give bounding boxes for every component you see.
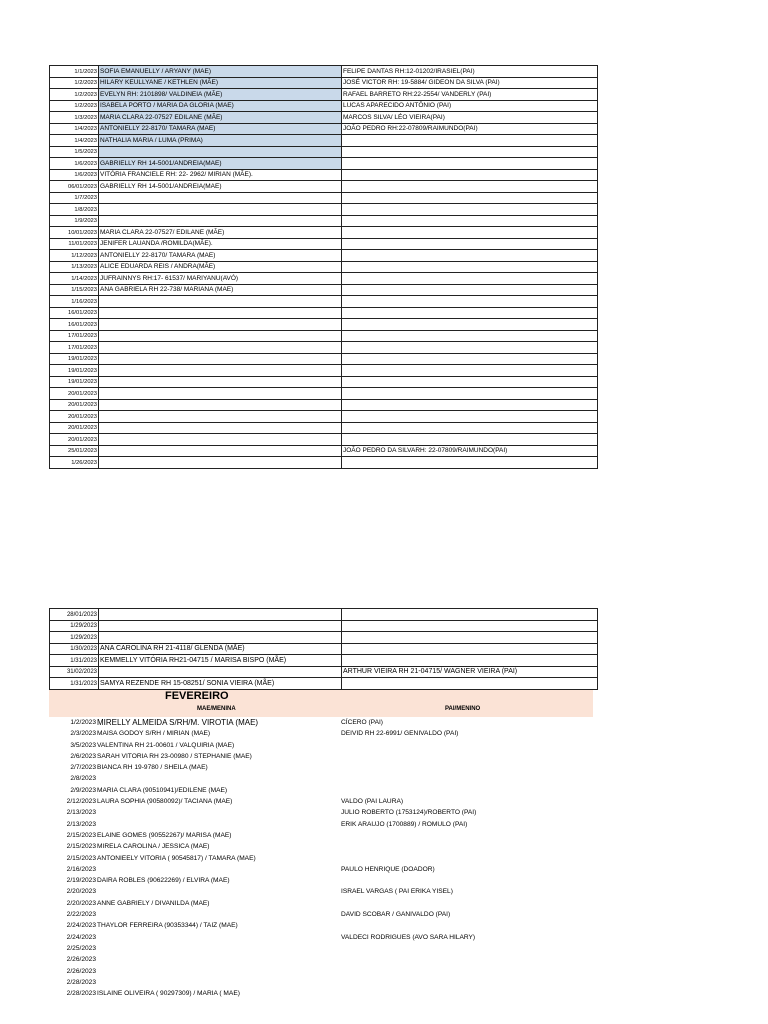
table-row (50, 388, 598, 400)
date-cell: 20/01/2023 (50, 422, 99, 434)
table-row (50, 376, 598, 388)
list-item (0, 864, 768, 875)
mae-text: ISLAINE OLIVEIRA ( 90297309) / MARIA ( MAE) (97, 990, 240, 998)
table-row (50, 66, 598, 78)
pai-text: PAULO HENRIQUE (DOADOR) (341, 865, 435, 873)
pai-cell: FELIPE DANTAS RH:12-01202/IRASIEL(PAI) (342, 66, 598, 78)
pai-cell (342, 169, 598, 181)
table-row (50, 411, 598, 423)
table-row (50, 330, 598, 342)
date-cell: 17/01/2023 (50, 342, 99, 354)
table-row (50, 434, 598, 446)
list-item (0, 773, 768, 784)
list-item (0, 853, 768, 864)
list-item (0, 943, 768, 954)
list-item (0, 966, 768, 977)
date-cell: 20/01/2023 (50, 434, 99, 446)
pai-cell (342, 655, 598, 667)
date-cell: 1/3/2023 (50, 112, 99, 124)
list-item (0, 807, 768, 818)
date-cell: 1/13/2023 (50, 261, 99, 273)
mae-cell: ISABELA PORTO / MARIA DA GLORIA (MAE) (99, 100, 342, 112)
pai-cell (342, 365, 598, 377)
mae-cell (99, 457, 342, 469)
table-row (50, 215, 598, 227)
table-row (50, 89, 598, 101)
date-text: 2/25/2023 (66, 944, 96, 952)
pai-cell (342, 388, 598, 400)
date-text: 2/15/2023 (66, 843, 96, 851)
list-item (0, 875, 768, 886)
late-january-table (49, 608, 598, 690)
date-text: 2/19/2023 (66, 877, 96, 885)
mae-text: BIANCA RH 19-9780 / SHEILA (MAE) (97, 764, 208, 772)
table-row (50, 273, 598, 285)
pai-cell: JOÃO PEDRO DA SILVARH: 22-07809/RAIMUNDO(PAI) (342, 445, 598, 457)
pai-text: DAVID SCOBAR / GANIVALDO (PAI) (341, 911, 451, 919)
february-header-band (49, 690, 593, 717)
date-text: 2/22/2023 (66, 911, 96, 919)
list-item (0, 886, 768, 897)
date-cell: 1/29/2023 (50, 632, 99, 644)
mae-cell (99, 365, 342, 377)
mae-cell (99, 388, 342, 400)
date-text: 2/8/2023 (70, 775, 96, 783)
table-row (50, 284, 598, 296)
column-header-mae: MAE/MENINA (197, 706, 236, 712)
mae-cell (99, 620, 342, 632)
table-row (50, 399, 598, 411)
list-item (0, 740, 768, 751)
list-item (0, 988, 768, 999)
mae-cell (99, 342, 342, 354)
date-cell: 1/5/2023 (50, 146, 99, 158)
list-item (0, 819, 768, 830)
mae-cell (99, 319, 342, 331)
pai-text: ERIK ARAUJO (1700889) / ROMULO (PAI) (341, 820, 468, 828)
mae-cell (99, 632, 342, 644)
date-text: 2/26/2023 (66, 967, 96, 975)
table-row (50, 353, 598, 365)
table-row (50, 365, 598, 377)
mae-cell: JUFRAINNYS RH:17- 61537/ MARIYANU(AVÓ) (99, 273, 342, 285)
mae-text: THAYLOR FERREIRA (90353344) / TAIZ (MAE) (97, 922, 238, 930)
mae-text: LAURA SOPHIA (90580092)/ TACIANA (MAE) (97, 798, 233, 806)
date-text: 2/6/2023 (70, 752, 96, 760)
list-item (0, 841, 768, 852)
mae-cell: GABRIELLY RH 14-5001/ANDREIA(MAE) (99, 181, 342, 193)
table-row (50, 632, 598, 644)
pai-cell (342, 422, 598, 434)
pai-cell: LUCAS APARECIDO ANTÔNIO (PAI) (342, 100, 598, 112)
list-item (0, 954, 768, 965)
pai-cell (342, 204, 598, 216)
pai-cell (342, 411, 598, 423)
table-row (50, 135, 598, 147)
mae-cell: ANA CAROLINA RH 21-4118/ GLENDA (MÃE) (99, 643, 342, 655)
date-cell: 1/16/2023 (50, 296, 99, 308)
list-item (0, 762, 768, 773)
table-row (50, 319, 598, 331)
pai-cell (342, 238, 598, 250)
date-text: 2/20/2023 (66, 888, 96, 896)
mae-cell: SOFIA EMANUELLY / ARYANY (MAE) (99, 66, 342, 78)
date-cell: 1/30/2023 (50, 643, 99, 655)
date-text: 2/15/2023 (66, 854, 96, 862)
date-text: 1/2/2023 (70, 719, 96, 726)
date-cell: 1/26/2023 (50, 457, 99, 469)
list-item (0, 920, 768, 931)
mae-cell (99, 296, 342, 308)
mae-cell: MARIA CLARA 22-07527 EDILANE (MÃE) (99, 112, 342, 124)
pai-cell (342, 457, 598, 469)
table-row (50, 146, 598, 158)
pai-cell (342, 261, 598, 273)
mae-cell: KEMMELLY VITÓRIA RH21-04715 / MARISA BISPO (MÃE) (99, 655, 342, 667)
pai-cell (342, 250, 598, 262)
pai-cell (342, 296, 598, 308)
mae-cell: ANTONIELLY 22-8170/ TAMARA (MAE) (99, 250, 342, 262)
list-item (0, 932, 768, 943)
mae-cell: VITÓRIA FRANCIELE RH: 22- 2962/ MIRIAN (MÃE). (99, 169, 342, 181)
table-row (50, 192, 598, 204)
table-row (50, 158, 598, 170)
date-text: 2/24/2023 (66, 933, 96, 941)
table-row (50, 112, 598, 124)
january-table (49, 65, 598, 469)
table-row (50, 227, 598, 239)
pai-text: JULIO ROBERTO (1753124)/ROBERTO (PAI) (341, 809, 477, 817)
date-cell: 1/31/2023 (50, 678, 99, 690)
date-cell: 1/6/2023 (50, 158, 99, 170)
mae-cell (99, 399, 342, 411)
table-row (50, 457, 598, 469)
date-cell: 1/29/2023 (50, 620, 99, 632)
pai-cell (342, 678, 598, 690)
date-cell: 1/2/2023 (50, 77, 99, 89)
mae-text: ANTONIEELY VITORIA ( 90545817) / TAMARA (MAE) (97, 854, 256, 862)
mae-cell (99, 445, 342, 457)
mae-cell: ANTONIELLY 22-8170/ TAMARA (MAE) (99, 123, 342, 135)
date-cell: 1/14/2023 (50, 273, 99, 285)
date-cell: 10/01/2023 (50, 227, 99, 239)
list-item (0, 830, 768, 841)
february-list (0, 717, 768, 999)
mae-text: ELAINE GOMES (90552267)/ MARISA (MAE) (97, 831, 232, 839)
pai-cell (342, 434, 598, 446)
pai-cell (342, 353, 598, 365)
table-row (50, 655, 598, 667)
pai-cell (342, 399, 598, 411)
date-cell: 20/01/2023 (50, 399, 99, 411)
pai-cell (342, 158, 598, 170)
date-cell: 1/4/2023 (50, 123, 99, 135)
table-row (50, 77, 598, 89)
pai-cell (342, 146, 598, 158)
table-row (50, 100, 598, 112)
mae-cell: EVELYN RH: 2101898/ VALDINEIA (MÃE) (99, 89, 342, 101)
mae-cell (99, 434, 342, 446)
date-text: 2/26/2023 (66, 956, 96, 964)
date-cell: 19/01/2023 (50, 353, 99, 365)
mae-cell: ANA GABRIELA RH 22-738/ MARIANA (MAE) (99, 284, 342, 296)
mae-cell (99, 353, 342, 365)
date-text: 2/24/2023 (66, 922, 96, 930)
date-cell: 19/01/2023 (50, 376, 99, 388)
mae-cell (99, 192, 342, 204)
table-row (50, 123, 598, 135)
date-cell: 1/31/2023 (50, 655, 99, 667)
date-text: 2/13/2023 (66, 820, 96, 828)
date-cell: 1/9/2023 (50, 215, 99, 227)
column-header-pai: PAI/MENINO (445, 706, 481, 712)
date-text: 2/7/2023 (70, 764, 96, 772)
table-row (50, 250, 598, 262)
date-cell: 31/02/2023 (50, 666, 99, 678)
mae-cell: MARIA CLARA 22-07527/ EDILANE (MÃE) (99, 227, 342, 239)
pai-text: VALDO (PAI LAURA) (341, 798, 404, 806)
table-row (50, 307, 598, 319)
pai-cell (342, 330, 598, 342)
pai-cell (342, 135, 598, 147)
date-text: 2/3/2023 (70, 730, 96, 738)
mae-cell (99, 204, 342, 216)
mae-text: MAISA GODOY S/RH / MIRIAN (MAE) (97, 730, 211, 738)
list-item (0, 717, 768, 728)
pai-cell (342, 620, 598, 632)
mae-text: DAIRA ROBLES (90622269) / ELVIRA (MAE) (97, 877, 230, 885)
date-text: 2/12/2023 (66, 798, 96, 806)
mae-cell: ALICE EDUARDA REIS / ANDRA(MÃE) (99, 261, 342, 273)
table-row (50, 609, 598, 621)
table-row (50, 238, 598, 250)
table-row (50, 296, 598, 308)
list-item (0, 751, 768, 762)
pai-cell: JOÃO PEDRO RH:22-07809/RAIMUNDO(PAI) (342, 123, 598, 135)
pai-text: ISRAEL VARGAS ( PAI ERIKA YISEL) (341, 888, 453, 896)
pai-text: VALDECI RODRIGUES (AVO SARA HILARY) (341, 933, 476, 941)
date-text: 2/15/2023 (66, 831, 96, 839)
date-text: 2/28/2023 (66, 990, 96, 998)
date-cell: 11/01/2023 (50, 238, 99, 250)
mae-cell (99, 307, 342, 319)
pai-cell: MARCOS SILVA/ LÉO VIEIRA(PAI) (342, 112, 598, 124)
date-text: 2/20/2023 (66, 899, 96, 907)
mae-cell (99, 215, 342, 227)
pai-cell (342, 215, 598, 227)
pai-cell (342, 284, 598, 296)
mae-cell (99, 146, 342, 158)
mae-text: MIRELLY ALMEIDA S/RH/M. VIROTIA (MAE) (97, 718, 259, 727)
date-cell: 1/8/2023 (50, 204, 99, 216)
table-row (50, 620, 598, 632)
mae-cell: GABRIELLY RH 14-5001/ANDREIA(MAE) (99, 158, 342, 170)
table-row (50, 666, 598, 678)
mae-cell (99, 376, 342, 388)
date-cell: 1/6/2023 (50, 169, 99, 181)
pai-cell (342, 643, 598, 655)
pai-cell (342, 181, 598, 193)
mae-text: ANNE GABRIELY / DIVANILDA (MAE) (97, 899, 210, 907)
mae-text: VALENTINA RH 21-00601 / VALQUIRIA (MAE) (97, 741, 235, 749)
mae-text: MARIA CLARA (90510941)/EDILENE (MAE) (97, 786, 228, 794)
pai-cell (342, 632, 598, 644)
mae-cell: JENIFER LAUANDA /ROMILDA(MÃE). (99, 238, 342, 250)
date-cell: 1/1/2023 (50, 66, 99, 78)
table-row (50, 342, 598, 354)
mae-cell (99, 330, 342, 342)
list-item (0, 785, 768, 796)
date-cell: 1/15/2023 (50, 284, 99, 296)
date-cell: 16/01/2023 (50, 307, 99, 319)
pai-cell (342, 273, 598, 285)
mae-cell: SAMYA REZENDE RH 15-08251/ SONIA VIEIRA (MÃE) (99, 678, 342, 690)
pai-cell (342, 609, 598, 621)
date-cell: 28/01/2023 (50, 609, 99, 621)
pai-text: DEIVID RH 22-6991/ GENIVALDO (PAI) (341, 730, 459, 738)
date-cell: 1/4/2023 (50, 135, 99, 147)
pai-cell: RAFAEL BARRETO RH:22-2554/ VANDERLY (PAI) (342, 89, 598, 101)
pai-cell: ARTHUR VIEIRA RH 21-04715/ WAGNER VIEIRA (PAI) (342, 666, 598, 678)
mae-cell (99, 411, 342, 423)
list-item (0, 898, 768, 909)
mae-cell: HILARY KEULLYANE / KETHLEN (MÃE) (99, 77, 342, 89)
date-cell: 1/2/2023 (50, 100, 99, 112)
date-cell: 25/01/2023 (50, 445, 99, 457)
table-row (50, 643, 598, 655)
pai-cell (342, 319, 598, 331)
date-cell: 06/01/2023 (50, 181, 99, 193)
date-text: 2/13/2023 (66, 809, 96, 817)
mae-cell (99, 609, 342, 621)
date-text: 2/28/2023 (66, 978, 96, 986)
date-cell: 1/2/2023 (50, 89, 99, 101)
table-row (50, 422, 598, 434)
table-row (50, 204, 598, 216)
list-item (0, 796, 768, 807)
date-text: 2/16/2023 (66, 865, 96, 873)
date-cell: 17/01/2023 (50, 330, 99, 342)
february-title: FEVEREIRO (165, 690, 229, 702)
table-row (50, 181, 598, 193)
date-cell: 20/01/2023 (50, 411, 99, 423)
mae-cell: NATHALIA MARIA / LUMA (PRIMA) (99, 135, 342, 147)
list-item (0, 977, 768, 988)
date-cell: 19/01/2023 (50, 365, 99, 377)
mae-text: MIRELA CAROLINA / JESSICA (MAE) (97, 843, 210, 851)
date-text: 2/9/2023 (70, 786, 96, 794)
pai-cell (342, 376, 598, 388)
pai-cell: JOSÉ VICTOR RH: 19-5884/ GIDEON DA SILVA (PAI) (342, 77, 598, 89)
pai-cell (342, 227, 598, 239)
table-row (50, 261, 598, 273)
table-row (50, 169, 598, 181)
pai-cell (342, 192, 598, 204)
mae-cell (99, 422, 342, 434)
table-row (50, 678, 598, 690)
table-row (50, 445, 598, 457)
pai-cell (342, 307, 598, 319)
pai-cell (342, 342, 598, 354)
date-text: 3/5/2023 (70, 741, 96, 749)
date-cell: 1/12/2023 (50, 250, 99, 262)
mae-cell (99, 666, 342, 678)
pai-text: CÍCERO (PAI) (341, 719, 384, 726)
date-cell: 16/01/2023 (50, 319, 99, 331)
list-item (0, 909, 768, 920)
mae-text: SARAH VITORIA RH 23-00980 / STEPHANIE (MAE) (97, 752, 252, 760)
date-cell: 1/7/2023 (50, 192, 99, 204)
list-item (0, 728, 768, 739)
date-cell: 20/01/2023 (50, 388, 99, 400)
